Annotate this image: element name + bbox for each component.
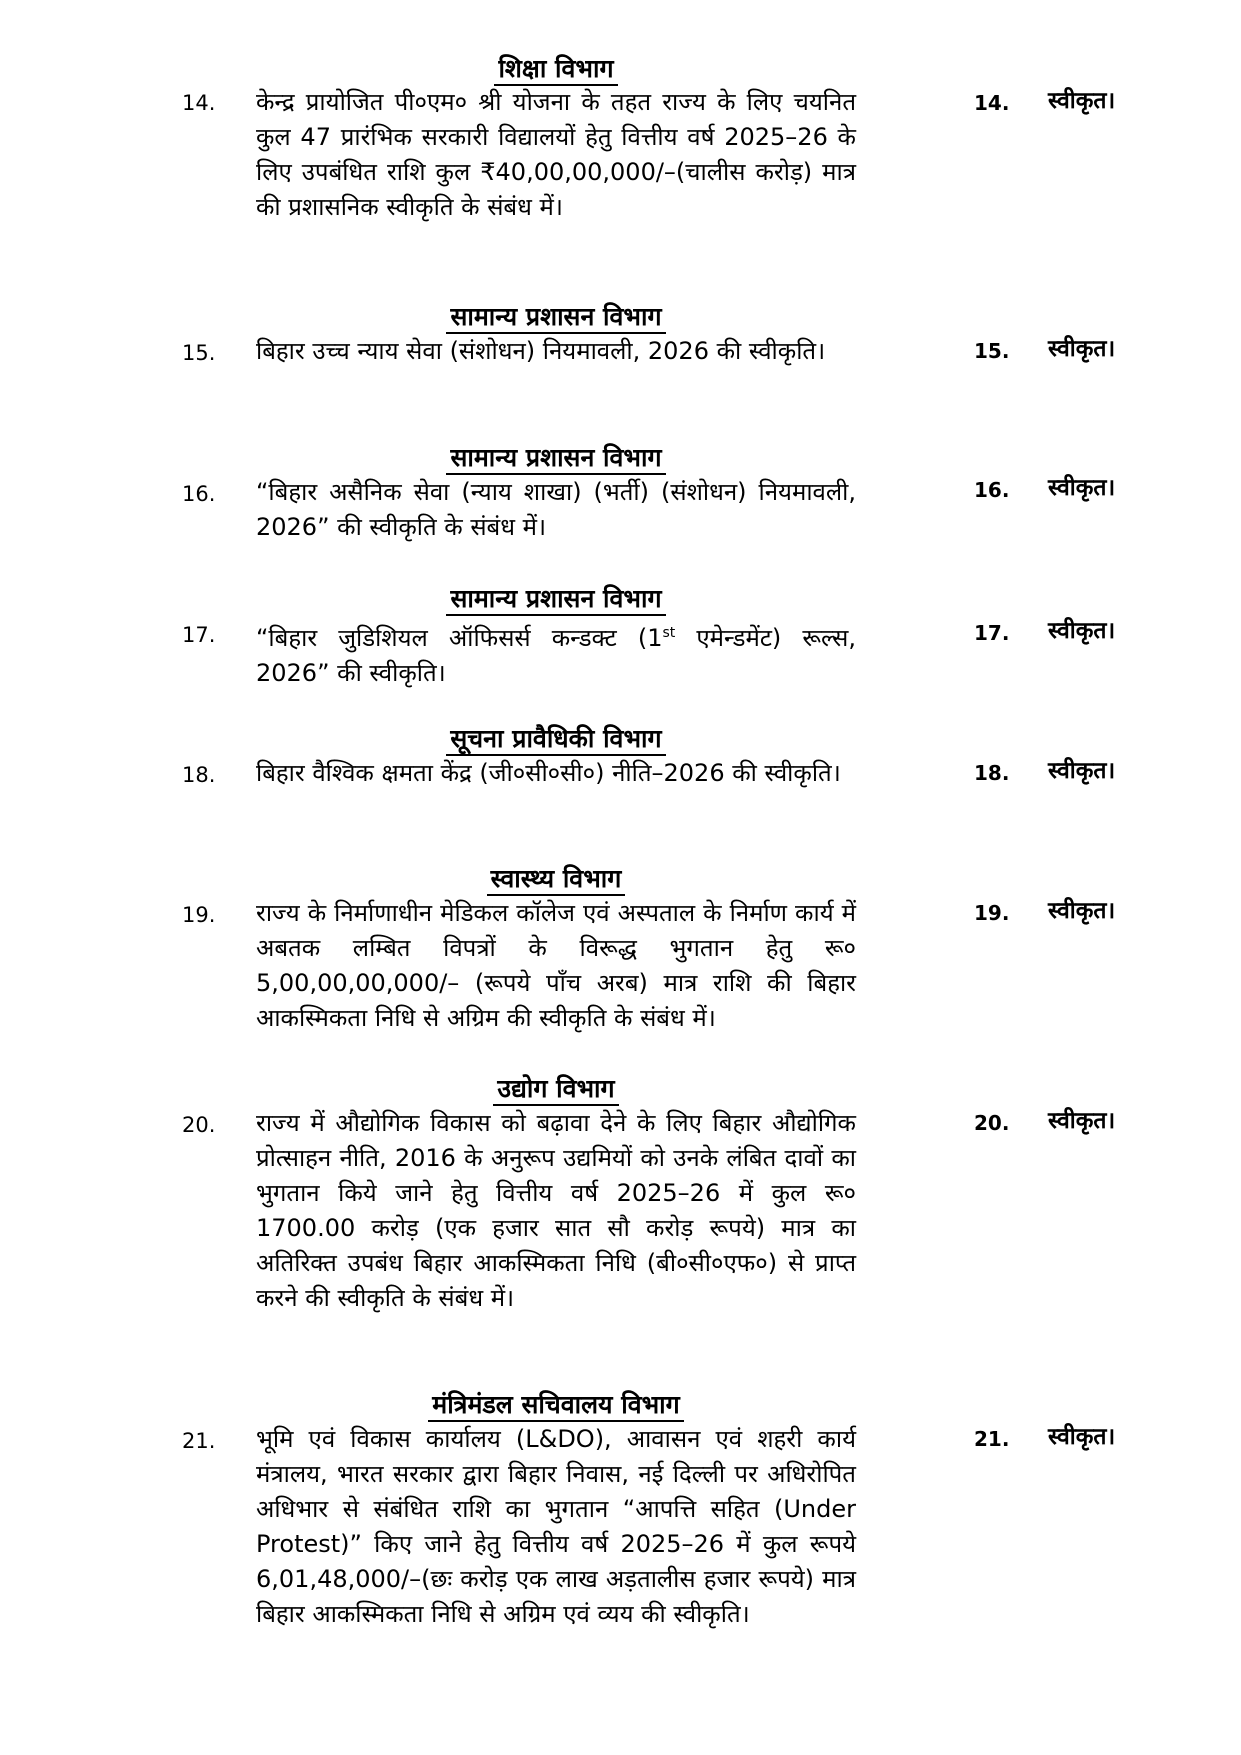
decision-number: 18. <box>974 761 1010 785</box>
decision-status: स्वीकृत। <box>1048 618 1116 644</box>
item-description: राज्य के निर्माणाधीन मेडिकल कॉलेज एवं अस्पताल के निर्माण कार्य में अबतक लम्बित विपत्रों के विरूद्ध भुगतान हेतु रू० 5,00,00,00,000/– (रूपये पाँच अरब) मात्र राशि की बिहार आकस्मिकता निधि से अग्रिम की स्वीकृति के संबंध में। <box>256 899 856 1032</box>
decision-status: स्वीकृत। <box>1048 336 1116 362</box>
item-number: 17. <box>182 623 216 647</box>
decision-number: 21. <box>974 1427 1010 1451</box>
decision-status: स्वीकृत। <box>1048 1108 1116 1134</box>
department-heading: उद्योग विभाग <box>256 1072 856 1106</box>
decision-number: 16. <box>974 478 1010 502</box>
department-heading: सामान्य प्रशासन विभाग <box>256 582 856 616</box>
decision-status: स्वीकृत। <box>1048 758 1116 784</box>
decision-status: स्वीकृत। <box>1048 88 1116 114</box>
item-description: बिहार उच्च न्याय सेवा (संशोधन) नियमावली, 2026 की स्वीकृति। <box>256 337 826 365</box>
decision-number: 15. <box>974 339 1010 363</box>
decision-status: स्वीकृत। <box>1048 1424 1116 1450</box>
item-number: 18. <box>182 763 216 787</box>
item-number: 16. <box>182 482 216 506</box>
item-description: भूमि एवं विकास कार्यालय (L&DO), आवासन एवं शहरी कार्य मंत्रालय, भारत सरकार द्वारा बिहार निवास, नई दिल्ली पर अधिरोपित अधिभार से संबंधित राशि का भुगतान “आपत्ति सहित (Under Protest)” किए जाने हेतु वित्तीय वर्ष 2025–26 में कुल रूपये 6,01,48,000/–(छः करोड़ एक लाख अड़तालीस हजार रूपये) मात्र बिहार आकस्मिकता निधि से अग्रिम एवं व्यय की स्वीकृति। <box>256 1425 856 1628</box>
item-number: 19. <box>182 903 216 927</box>
department-heading: सूचना प्रावैधिकी विभाग <box>256 722 856 756</box>
decision-number: 17. <box>974 621 1010 645</box>
item-description-part: एमेन्डमेंट) रूल्स, 2026” की स्वीकृति। <box>256 624 856 687</box>
department-heading: स्वास्थ्य विभाग <box>256 862 856 896</box>
department-heading: सामान्य प्रशासन विभाग <box>256 300 856 334</box>
item-number: 20. <box>182 1113 216 1137</box>
item-description-part: “बिहार जुडिशियल ऑफिसर्स कन्डक्ट (1 <box>256 624 663 652</box>
decision-number: 14. <box>974 91 1010 115</box>
item-description: राज्य में औद्योगिक विकास को बढ़ावा देने के लिए बिहार औद्योगिक प्रोत्साहन नीति, 2016 के अनुरूप उद्यमियों को उनके लंबित दावों का भुगतान किये जाने हेतु वित्तीय वर्ष 2025–26 में कुल रू० 1700.00 करोड़ (एक हजार सात सौ करोड़ रूपये) मात्र का अतिरिक्त उपबंध बिहार आकस्मिकता निधि (बी०सी०एफ०) से प्राप्त करने की स्वीकृति के संबंध में। <box>256 1109 856 1312</box>
item-number: 15. <box>182 341 216 365</box>
decision-status: स्वीकृत। <box>1048 475 1116 501</box>
item-description <box>256 616 856 691</box>
item-description: केन्द्र प्रायोजित पी०एम० श्री योजना के तहत राज्य के लिए चयनित कुल 47 प्रारंभिक सरकारी विद्यालयों हेतु वित्तीय वर्ष 2025–26 के लिए उपबंधित राशि कुल ₹40,00,00,000/–(चालीस करोड़) मात्र की प्रशासनिक स्वीकृति के संबंध में। <box>256 88 856 221</box>
decision-status: स्वीकृत। <box>1048 898 1116 924</box>
department-heading: सामान्य प्रशासन विभाग <box>256 441 856 475</box>
decision-number: 20. <box>974 1111 1010 1135</box>
item-number: 21. <box>182 1429 216 1453</box>
superscript: st <box>662 625 676 641</box>
department-heading: मंत्रिमंडल सचिवालय विभाग <box>256 1388 856 1422</box>
item-number: 14. <box>182 91 216 115</box>
decision-number: 19. <box>974 901 1010 925</box>
item-description: बिहार वैश्विक क्षमता केंद्र (जी०सी०सी०) नीति–2026 की स्वीकृति। <box>256 759 841 787</box>
item-description: “बिहार असैनिक सेवा (न्याय शाखा) (भर्ती) (संशोधन) नियमावली, 2026” की स्वीकृति के संबंध में। <box>256 478 856 541</box>
department-heading: शिक्षा विभाग <box>256 52 856 86</box>
